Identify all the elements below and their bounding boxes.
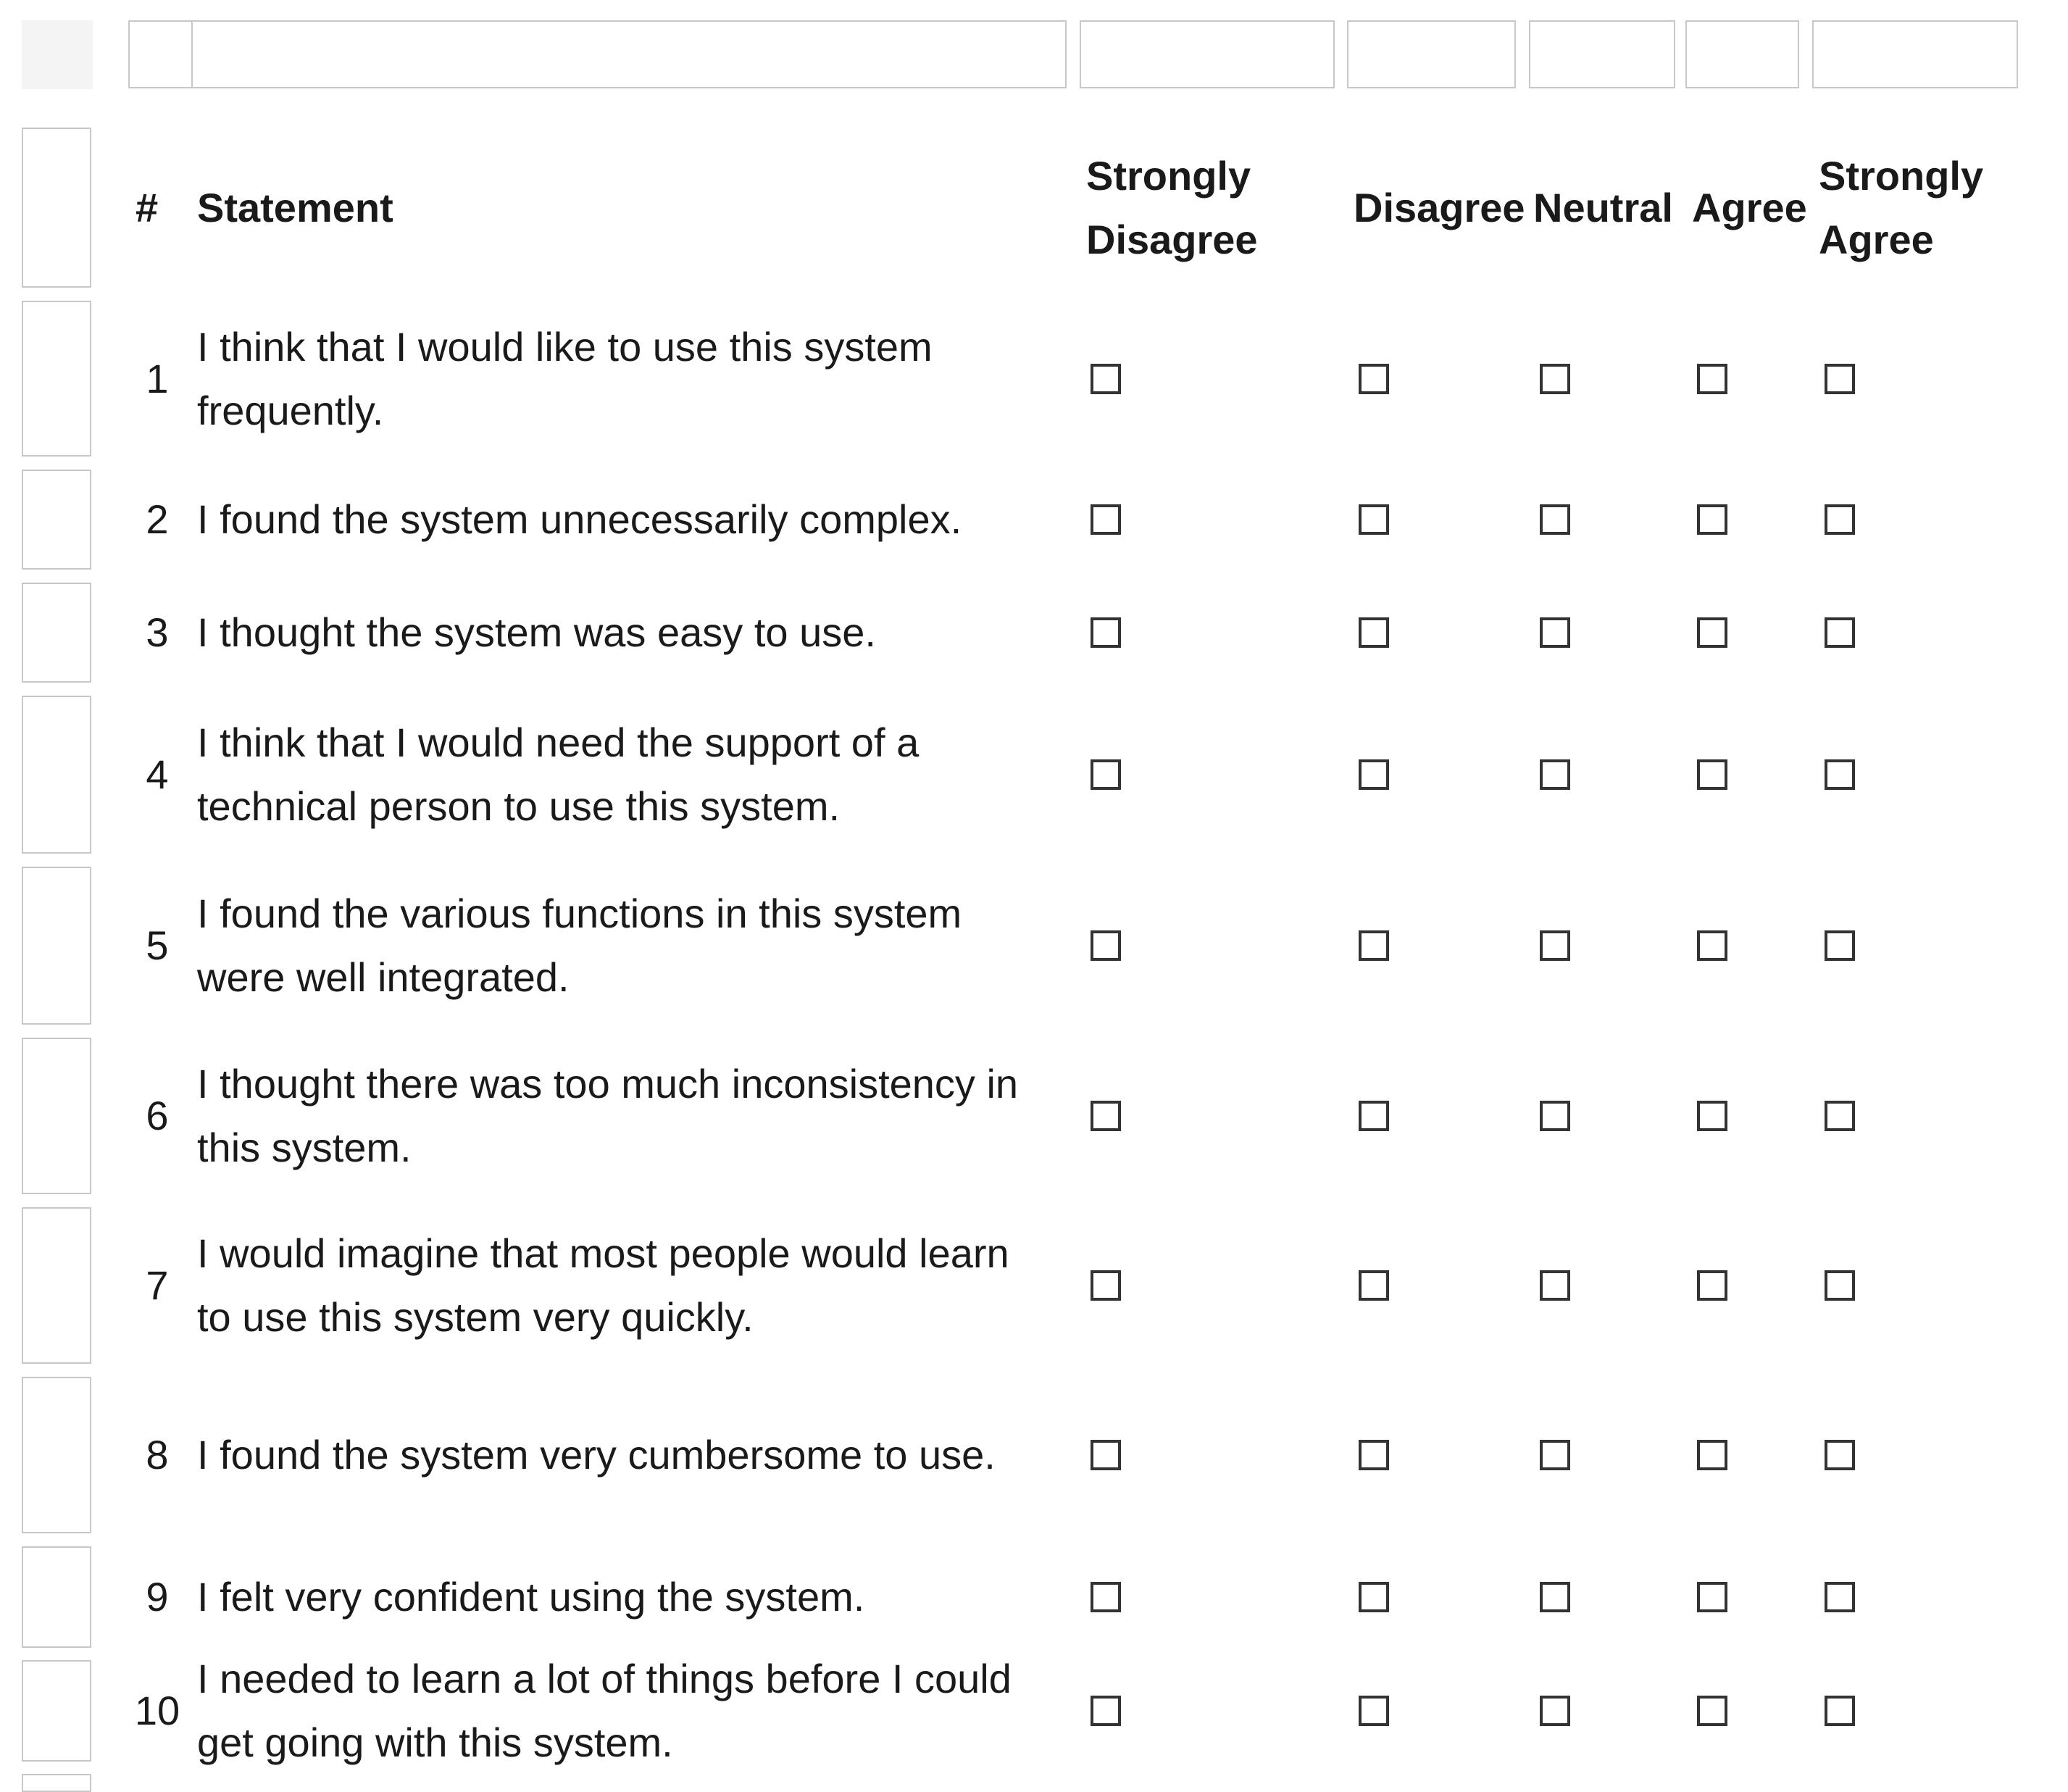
neutral-checkbox[interactable] bbox=[1540, 1696, 1570, 1726]
row-header[interactable] bbox=[22, 1660, 91, 1762]
header-option-label: Agree bbox=[1819, 216, 1934, 262]
row-header[interactable] bbox=[22, 128, 91, 288]
header-option-label: Strongly bbox=[1086, 152, 1251, 199]
strongly-disagree-checkbox[interactable] bbox=[1091, 617, 1121, 648]
header-option-label: Strongly bbox=[1819, 152, 1984, 199]
row-header[interactable] bbox=[22, 1207, 91, 1364]
row-header[interactable] bbox=[22, 1377, 91, 1533]
header-option-label: Disagree bbox=[1354, 184, 1525, 230]
statement-text: I think that I would need the support of a bbox=[197, 720, 920, 765]
statement-text: I found the system unnecessarily complex. bbox=[197, 496, 962, 542]
disagree-checkbox[interactable] bbox=[1359, 759, 1389, 790]
header-statement: Statement bbox=[197, 184, 393, 230]
strongly-agree-checkbox[interactable] bbox=[1825, 1101, 1855, 1131]
strongly-agree-checkbox[interactable] bbox=[1825, 759, 1855, 790]
strongly-disagree-checkbox[interactable] bbox=[1091, 1270, 1121, 1301]
row-number: 4 bbox=[146, 751, 169, 797]
disagree-checkbox[interactable] bbox=[1359, 504, 1389, 535]
column-header[interactable] bbox=[1685, 20, 1799, 88]
strongly-disagree-checkbox[interactable] bbox=[1091, 1696, 1121, 1726]
column-header[interactable] bbox=[1529, 20, 1675, 88]
row-number: 5 bbox=[146, 922, 169, 968]
neutral-checkbox[interactable] bbox=[1540, 1101, 1570, 1131]
header-option-label: Neutral bbox=[1533, 184, 1673, 230]
neutral-checkbox[interactable] bbox=[1540, 1582, 1570, 1612]
agree-checkbox[interactable] bbox=[1697, 1101, 1727, 1131]
agree-checkbox[interactable] bbox=[1697, 1440, 1727, 1470]
agree-checkbox[interactable] bbox=[1697, 617, 1727, 648]
row-number: 7 bbox=[146, 1262, 169, 1308]
strongly-agree-checkbox[interactable] bbox=[1825, 1270, 1855, 1301]
row-header[interactable] bbox=[22, 696, 91, 854]
strongly-disagree-checkbox[interactable] bbox=[1091, 1101, 1121, 1131]
strongly-disagree-checkbox[interactable] bbox=[1091, 1582, 1121, 1612]
statement-text: this system. bbox=[197, 1125, 412, 1170]
disagree-checkbox[interactable] bbox=[1359, 930, 1389, 961]
statement-text: I found the various functions in this system bbox=[197, 891, 962, 936]
column-header[interactable] bbox=[1812, 20, 2018, 88]
neutral-checkbox[interactable] bbox=[1540, 1270, 1570, 1301]
row-header[interactable] bbox=[22, 867, 91, 1025]
row-header[interactable] bbox=[22, 583, 91, 683]
row-header[interactable] bbox=[22, 1546, 91, 1648]
neutral-checkbox[interactable] bbox=[1540, 364, 1570, 394]
neutral-checkbox[interactable] bbox=[1540, 759, 1570, 790]
strongly-agree-checkbox[interactable] bbox=[1825, 617, 1855, 648]
disagree-checkbox[interactable] bbox=[1359, 1696, 1389, 1726]
strongly-disagree-checkbox[interactable] bbox=[1091, 759, 1121, 790]
neutral-checkbox[interactable] bbox=[1540, 1440, 1570, 1470]
agree-checkbox[interactable] bbox=[1697, 1270, 1727, 1301]
row-header[interactable] bbox=[22, 1038, 91, 1194]
strongly-agree-checkbox[interactable] bbox=[1825, 930, 1855, 961]
column-header[interactable] bbox=[1347, 20, 1516, 88]
agree-checkbox[interactable] bbox=[1697, 364, 1727, 394]
agree-checkbox[interactable] bbox=[1697, 930, 1727, 961]
agree-checkbox[interactable] bbox=[1697, 1696, 1727, 1726]
statement-text: I felt very confident using the system. bbox=[197, 1574, 865, 1620]
strongly-agree-checkbox[interactable] bbox=[1825, 364, 1855, 394]
header-option-label: Agree bbox=[1692, 184, 1807, 230]
column-header[interactable] bbox=[128, 20, 197, 88]
statement-text: were well integrated. bbox=[197, 954, 570, 1000]
statement-text: I think that I would like to use this system bbox=[197, 323, 933, 370]
statement-text: frequently. bbox=[197, 387, 384, 433]
select-all-corner[interactable] bbox=[22, 20, 93, 89]
disagree-checkbox[interactable] bbox=[1359, 1440, 1389, 1470]
strongly-disagree-checkbox[interactable] bbox=[1091, 1440, 1121, 1470]
disagree-checkbox[interactable] bbox=[1359, 1101, 1389, 1131]
row-number: 3 bbox=[146, 609, 169, 655]
neutral-checkbox[interactable] bbox=[1540, 617, 1570, 648]
header-option-label: Disagree bbox=[1086, 216, 1258, 262]
row-number: 8 bbox=[146, 1432, 169, 1478]
strongly-agree-checkbox[interactable] bbox=[1825, 1582, 1855, 1612]
header-number: # bbox=[135, 184, 159, 230]
column-header[interactable] bbox=[191, 20, 1067, 88]
statement-text: technical person to use this system. bbox=[197, 783, 841, 829]
disagree-checkbox[interactable] bbox=[1359, 617, 1389, 648]
column-header[interactable] bbox=[1080, 20, 1335, 88]
strongly-disagree-checkbox[interactable] bbox=[1091, 504, 1121, 535]
row-number: 6 bbox=[146, 1093, 169, 1138]
strongly-disagree-checkbox[interactable] bbox=[1091, 930, 1121, 961]
strongly-disagree-checkbox[interactable] bbox=[1091, 364, 1121, 394]
row-number: 1 bbox=[146, 355, 169, 401]
agree-checkbox[interactable] bbox=[1697, 1582, 1727, 1612]
statement-text: I thought there was too much inconsistency in bbox=[197, 1061, 1019, 1107]
statement-text: I found the system very cumbersome to use. bbox=[197, 1432, 996, 1478]
disagree-checkbox[interactable] bbox=[1359, 1582, 1389, 1612]
disagree-checkbox[interactable] bbox=[1359, 364, 1389, 394]
agree-checkbox[interactable] bbox=[1697, 759, 1727, 790]
disagree-checkbox[interactable] bbox=[1359, 1270, 1389, 1301]
agree-checkbox[interactable] bbox=[1697, 504, 1727, 535]
row-number: 10 bbox=[134, 1688, 180, 1733]
statement-text: get going with this system. bbox=[197, 1720, 673, 1765]
statement-text: I needed to learn a lot of things before I could bbox=[197, 1656, 1012, 1701]
neutral-checkbox[interactable] bbox=[1540, 930, 1570, 961]
row-number: 2 bbox=[146, 496, 169, 542]
strongly-agree-checkbox[interactable] bbox=[1825, 1440, 1855, 1470]
row-header[interactable] bbox=[22, 1774, 91, 1792]
statement-text: to use this system very quickly. bbox=[197, 1294, 754, 1340]
strongly-agree-checkbox[interactable] bbox=[1825, 504, 1855, 535]
statement-text: I thought the system was easy to use. bbox=[197, 609, 876, 655]
statement-text: I would imagine that most people would learn bbox=[197, 1230, 1009, 1276]
row-header[interactable] bbox=[22, 470, 91, 570]
strongly-agree-checkbox[interactable] bbox=[1825, 1696, 1855, 1726]
row-header[interactable] bbox=[22, 301, 91, 457]
row-number: 9 bbox=[146, 1574, 169, 1620]
neutral-checkbox[interactable] bbox=[1540, 504, 1570, 535]
